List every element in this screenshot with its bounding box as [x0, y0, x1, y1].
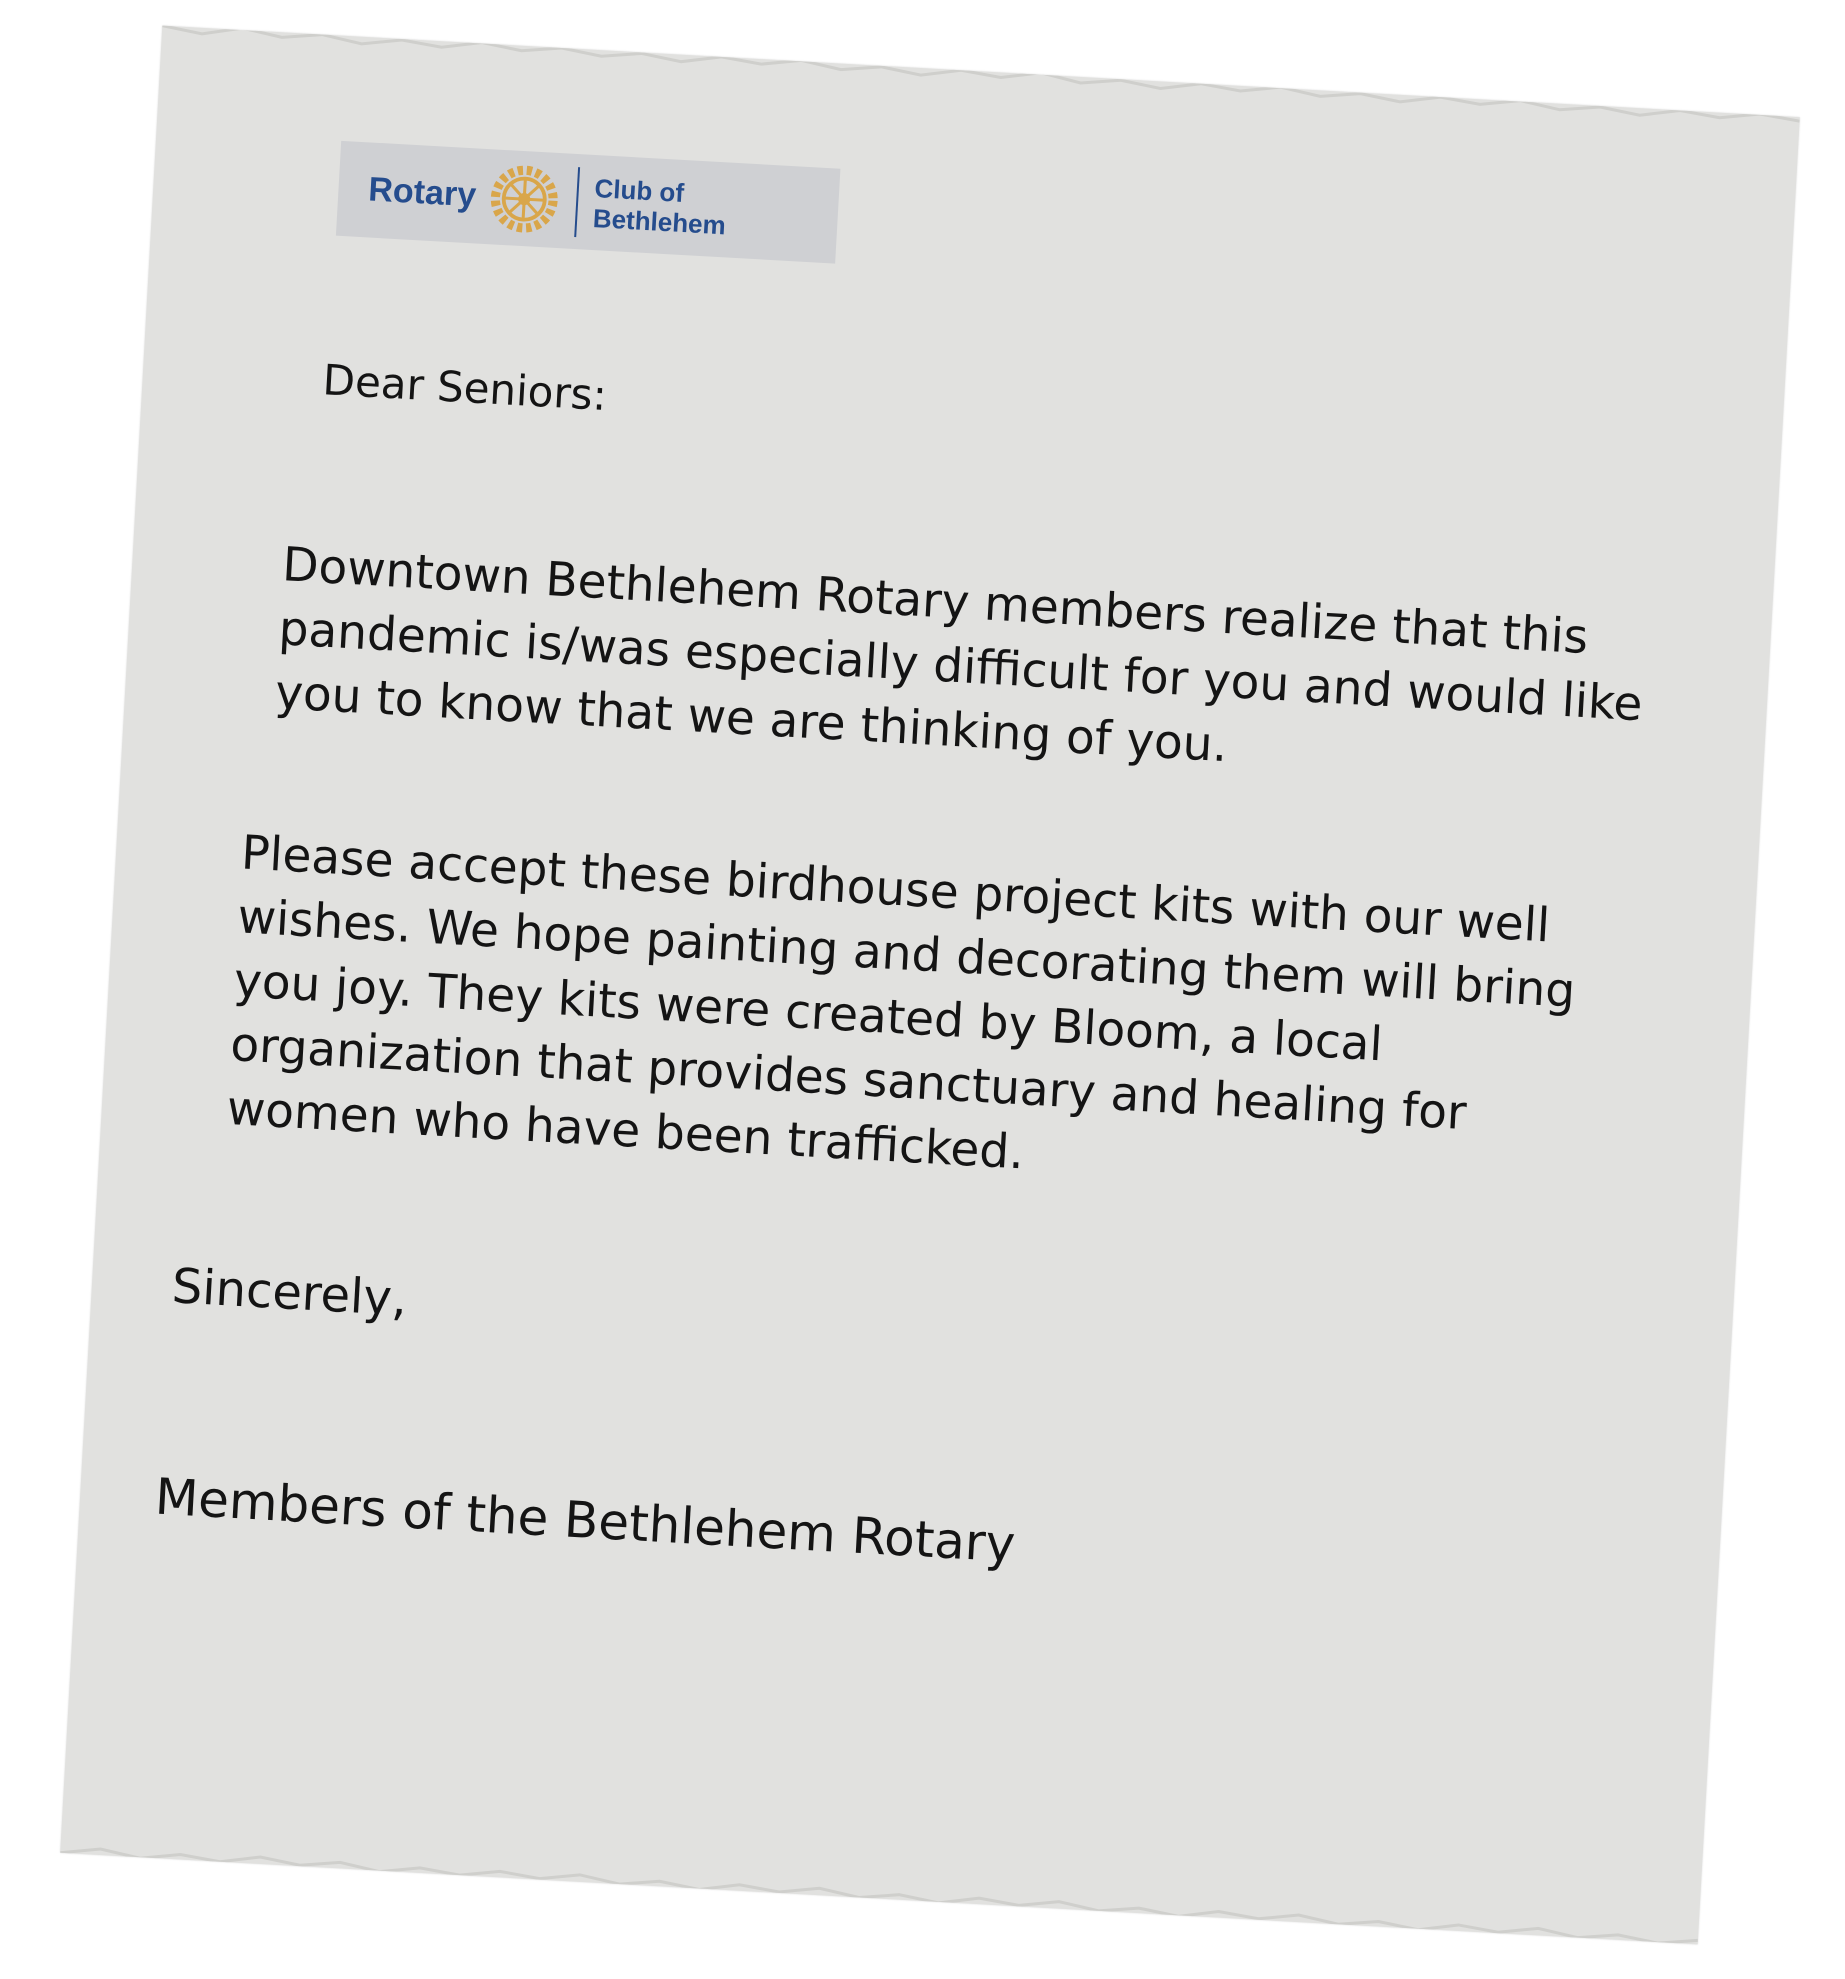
- letter-signature: Members of the Bethlehem Rotary: [153, 1467, 1017, 1574]
- rotary-club-logo: [336, 141, 841, 264]
- letter-paragraph-2: Please accept these birdhouse project kits with our well wishes. We hope painting and decorating them will bring you joy. They kits were created by Bloom, a local organization that provides sanctuary and healing for women who have been trafficked.: [225, 825, 1577, 1181]
- logo-rotary-word: Rotary: [367, 170, 478, 215]
- logo-club-name: [592, 173, 728, 240]
- logo-divider: [574, 167, 580, 237]
- letter-paragraph-1: Downtown Bethlehem Rotary members realize that this pandemic is/was especially difficult for you and would like you to know that we are thinking of you.: [273, 537, 1644, 774]
- logo-club-line2: Bethlehem: [592, 202, 727, 240]
- logo-club-line1: Club of: [593, 172, 685, 208]
- letter-salutation: Dear Seniors:: [321, 355, 609, 420]
- rotary-wheel-icon: [484, 159, 564, 239]
- letter-paper: [60, 26, 1800, 1945]
- letter-closing: Sincerely,: [170, 1258, 409, 1328]
